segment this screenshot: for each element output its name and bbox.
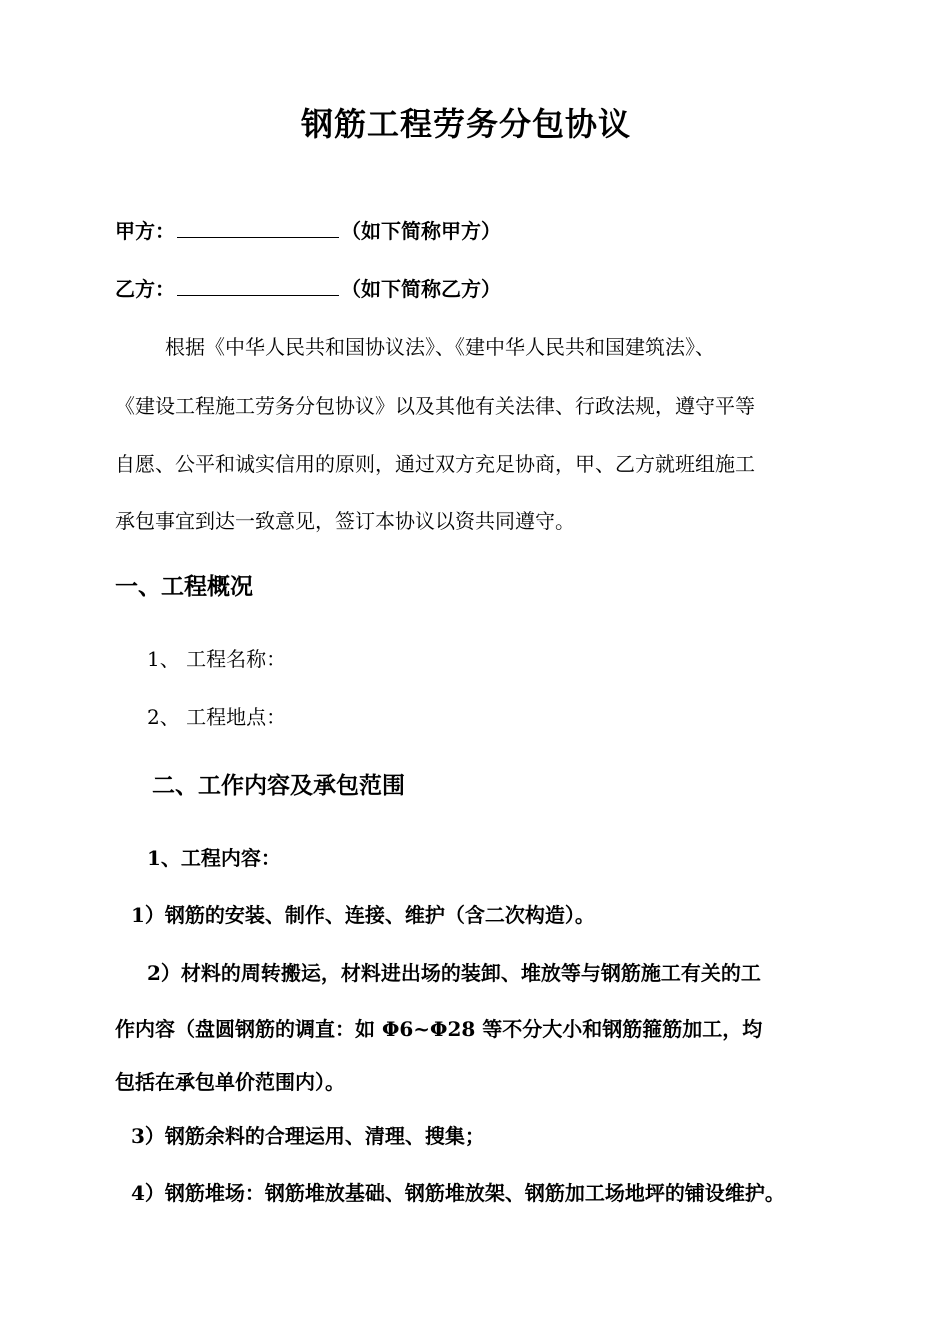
preamble-line: 根据《中华人民共和国协议法》、《建中华人民共和国建筑法》、	[165, 335, 715, 359]
party-b-blank	[177, 277, 339, 296]
section-2-item: 3）钢筋余料的合理运用、清理、搜集；	[131, 1124, 485, 1148]
section-2-item: 作内容（盘圆钢筋的调直：如 Φ6~Φ28 等不分大小和钢筋箍筋加工，均	[115, 1017, 763, 1041]
party-a-note: （如下简称甲方）	[341, 219, 501, 243]
party-a-label: 甲方：	[115, 219, 175, 243]
preamble-line: 《建设工程施工劳务分包协议》以及其他有关法律、行政法规，遵守平等	[115, 394, 755, 418]
party-a-blank	[177, 219, 339, 238]
section-1-heading: 一、工程概况	[115, 573, 253, 600]
party-b-note: （如下简称乙方）	[341, 277, 501, 301]
section-2-item: 4）钢筋堆场：钢筋堆放基础、钢筋堆放架、钢筋加工场地坪的铺设维护。	[131, 1181, 785, 1205]
section-1-item: 2、 工程地点：	[147, 705, 287, 729]
preamble-line: 自愿、公平和诚实信用的原则，通过双方充足协商，甲、乙方就班组施工	[115, 452, 755, 476]
section-2-subheading: 1、工程内容：	[147, 846, 281, 870]
preamble-line: 承包事宜到达一致意见，签订本协议以资共同遵守。	[115, 509, 575, 533]
party-b-label: 乙方：	[115, 277, 175, 301]
document-title: 钢筋工程劳务分包协议	[301, 105, 632, 143]
section-2-item: 2）材料的周转搬运，材料进出场的装卸、堆放等与钢筋施工有关的工	[147, 961, 761, 985]
section-2-item: 1）钢筋的安装、制作、连接、维护（含二次构造）。	[131, 903, 595, 927]
section-2-heading: 二、工作内容及承包范围	[152, 772, 405, 799]
section-2-item: 包括在承包单价范围内）。	[115, 1070, 345, 1094]
party-b-line	[115, 276, 501, 302]
section-1-item: 1、 工程名称：	[147, 647, 287, 671]
party-a-line	[115, 218, 501, 244]
